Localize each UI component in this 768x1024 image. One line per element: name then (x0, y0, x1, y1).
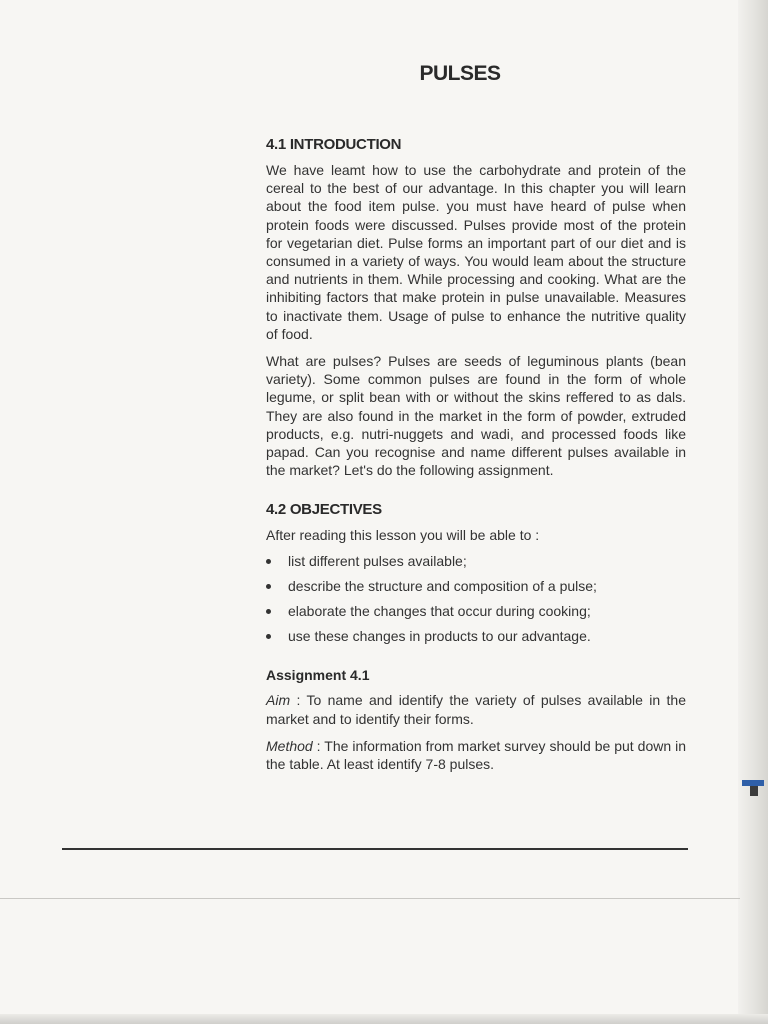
objective-text: list different pulses available; (288, 553, 467, 570)
objectives-section (266, 501, 686, 645)
bullet-icon (266, 559, 271, 564)
page-footer-rule (62, 848, 688, 850)
method-text: : The information from market survey should be put down in the table. At least identify 7-8 pulses. (266, 737, 686, 773)
assignment-aim (266, 691, 686, 727)
introduction-heading: 4.1 INTRODUCTION (266, 136, 402, 153)
method-label: Method (266, 737, 313, 754)
scan-bottom-edge (0, 1014, 768, 1024)
introduction-paragraph-1: We have leamt how to use the carbohydrate and protein of the cereal to the best of our advantage. In this chapter you will learn about the food item pulse. you must have heard of pulse when protein foods were discussed. Pulses provide most of the protein for vegetarian diet. Pulse forms an important part of our diet and is consumed in a variety of ways. You would leam about the structure and nutrients in them. While processing and cooking. What are the inhibiting factors that make protein in pulse unavailable. Measures to inactivate them. Usage of pulse to enhance the nutritive quality of food. (266, 162, 686, 342)
objective-item (266, 627, 686, 645)
objective-item (266, 602, 686, 620)
assignment-section (266, 667, 686, 773)
bullet-icon (266, 634, 271, 639)
bullet-icon (266, 584, 271, 589)
objectives-heading: 4.2 OBJECTIVES (266, 501, 382, 519)
introduction-section (266, 136, 686, 479)
scan-edge-mark-dark (750, 786, 758, 796)
assignment-title: Assignment 4.1 (266, 667, 370, 684)
introduction-paragraph-2: What are pulses? Pulses are seeds of leguminous plants (bean variety). Some common pulses are found in the form of whole legume, or split bean with or without the skins reffered to as dals. They are also found in the market in the form of powder, extruded products, e.g. nutri-nuggets and wadi, and processed foods like papad. Can you recognise and name different pulses available in the market? Let's do the following assignment. (266, 353, 686, 479)
scan-fold-line (0, 898, 740, 899)
objective-item (266, 577, 686, 595)
page-title: PULSES (419, 62, 501, 85)
main-content (266, 136, 686, 782)
objectives-lead: After reading this lesson you will be able to : (266, 527, 540, 544)
objectives-list (266, 552, 686, 645)
objective-text: describe the structure and composition of a pulse; (288, 578, 597, 595)
bullet-icon (266, 609, 271, 614)
aim-text: : To name and identify the variety of pulses available in the market and to identify their forms. (266, 692, 686, 727)
objective-text: use these changes in products to our advantage. (288, 628, 591, 645)
assignment-method (266, 737, 686, 773)
objective-item (266, 552, 686, 570)
aim-label: Aim (266, 692, 291, 709)
scan-edge-shadow (738, 0, 768, 1024)
objective-text: elaborate the changes that occur during cooking; (288, 603, 591, 620)
